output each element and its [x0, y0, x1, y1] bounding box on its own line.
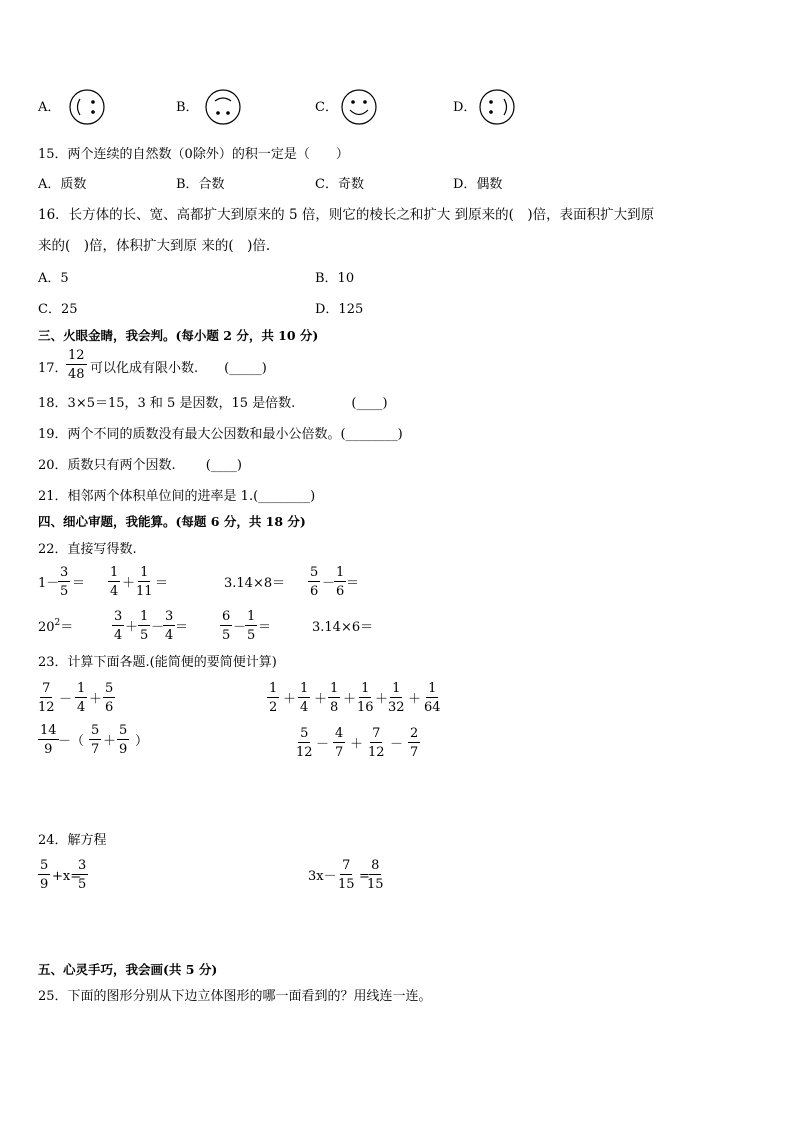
q22-e1-prefix: 1－ — [38, 576, 60, 591]
q22-e6-plus: ＋ — [125, 620, 139, 635]
q22-e1-fraction — [58, 566, 70, 598]
q22-e2-equals: ＝ — [155, 576, 169, 591]
q23-d-fraction-2 — [333, 727, 345, 759]
q22-e4-equals: ＝ — [346, 576, 360, 591]
denominator: 4 — [110, 584, 119, 599]
q24-b-equals: = — [359, 869, 370, 884]
numerator: 3 — [60, 565, 69, 580]
denominator: 2 — [269, 700, 278, 715]
e5-base: 20 — [38, 620, 55, 635]
q23-d-minus-1: － — [316, 737, 330, 752]
q15-option-d: D．偶数 — [453, 177, 503, 192]
denominator: 9 — [119, 742, 128, 757]
q16-option-d: D．125 — [315, 302, 364, 317]
q22-e4-minus: － — [322, 576, 336, 591]
q18-text: 18．3×5＝15，3 和 5 是因数，15 是倍数. (____) — [38, 396, 388, 411]
numerator: 5 — [40, 858, 49, 873]
q23-d-fraction-1 — [296, 727, 313, 759]
q23-d-fraction-3 — [368, 727, 385, 759]
numerator: 7 — [372, 726, 381, 741]
q22-e8: 3.14×6＝ — [312, 620, 374, 635]
q23-b-fraction-3 — [328, 682, 340, 714]
numerator: 1 — [77, 681, 86, 696]
denominator: 32 — [388, 700, 405, 715]
denominator: 15 — [338, 877, 355, 892]
numerator: 1 — [428, 681, 437, 696]
q24-a-middle: +x= — [52, 869, 82, 884]
section5-title: 五、心灵手巧，我会画(共 5 分) — [38, 962, 218, 977]
q23-b-plus-5: ＋ — [408, 692, 422, 707]
numerator: 2 — [410, 726, 419, 741]
numerator: 1 — [140, 565, 149, 580]
q17-label: 17． — [38, 361, 68, 376]
q24-b-fraction-1 — [338, 859, 355, 891]
q23-d-minus-2: － — [390, 737, 404, 752]
q23-b-fraction-5 — [388, 682, 405, 714]
q21-text: 21．相邻两个体积单位间的进率是 1.(________) — [38, 489, 316, 504]
denominator: 12 — [38, 700, 55, 715]
q22-e7-equals: ＝ — [258, 620, 272, 635]
q23-c-fraction-3 — [117, 724, 129, 756]
q15-option-c: C．奇数 — [315, 177, 364, 192]
denominator: 64 — [424, 700, 441, 715]
q23-a-fraction-2 — [75, 682, 87, 714]
smiley-face-icon — [340, 88, 378, 126]
q17-fraction — [66, 349, 87, 381]
q24-b-prefix: 3x－ — [308, 869, 337, 884]
q22-e5 — [38, 618, 74, 635]
q22-e6-fraction-2 — [138, 610, 150, 642]
option-d-label: D． — [453, 100, 477, 115]
q17-text: 可以化成有限小数. (_____) — [90, 361, 267, 376]
option-c-label: C． — [315, 100, 338, 115]
denominator: 6 — [105, 700, 114, 715]
numerator: 1 — [330, 681, 339, 696]
q22-e4-fraction-2 — [334, 566, 346, 598]
numerator: 1 — [392, 681, 401, 696]
q23-a-fraction-1 — [38, 682, 55, 714]
q20-text: 20．质数只有两个因数. (____) — [38, 458, 242, 473]
q25-text: 25．下面的图形分别从下边立体图形的哪一面看到的？用线连一连。 — [38, 989, 432, 1004]
q23-c-close-paren: ） — [135, 734, 149, 749]
numerator: 7 — [42, 681, 51, 696]
q23-b-plus-3: ＋ — [343, 692, 357, 707]
q23-b-fraction-4 — [357, 682, 374, 714]
q23-a-fraction-3 — [103, 682, 115, 714]
q23-d-plus: ＋ — [350, 737, 364, 752]
numerator: 7 — [342, 858, 351, 873]
denominator: 9 — [44, 742, 53, 757]
q23-a-minus: － — [59, 692, 73, 707]
numerator: 5 — [300, 726, 309, 741]
denominator: 16 — [357, 700, 374, 715]
numerator: 5 — [91, 723, 100, 738]
numerator: 1 — [110, 565, 119, 580]
q22-e3: 3.14×8＝ — [224, 576, 286, 591]
denominator: 15 — [367, 877, 384, 892]
q23-d-fraction-4 — [408, 727, 420, 759]
q22-e6-fraction-1 — [112, 610, 124, 642]
q22-e6-fraction-3 — [163, 610, 175, 642]
denominator: 5 — [247, 628, 256, 643]
q22-title: 22．直接写得数. — [38, 542, 137, 557]
numerator: 5 — [310, 565, 319, 580]
q24-title: 24．解方程 — [38, 833, 107, 848]
q15-option-a: A．质数 — [38, 177, 87, 192]
numerator: 1 — [269, 681, 278, 696]
e5-equals: ＝ — [60, 620, 74, 635]
denominator: 12 — [296, 745, 313, 760]
section4-title: 四、细心审题，我能算。(每题 6 分，共 18 分) — [38, 514, 306, 529]
option-b-label: B． — [176, 100, 199, 115]
q22-e7-minus: － — [233, 620, 247, 635]
q16-line2: 来的( )倍，体积扩大到原 来的( )倍. — [38, 238, 271, 254]
q15-option-b: B．合数 — [176, 177, 225, 192]
q22-e1-equals: ＝ — [72, 576, 86, 591]
face-eyes-right-icon — [68, 88, 106, 126]
numerator: 3 — [78, 858, 87, 873]
numerator: 5 — [119, 723, 128, 738]
q19-text: 19．两个不同的质数没有最大公因数和最小公倍数。(________) — [38, 427, 403, 442]
denominator: 5 — [78, 877, 87, 892]
denominator: 4 — [114, 628, 123, 643]
q23-b-plus-4: ＋ — [375, 692, 389, 707]
q22-e7-fraction-1 — [220, 610, 232, 642]
numerator: 1 — [336, 565, 345, 580]
denominator: 7 — [335, 745, 344, 760]
e5-exponent: 2 — [54, 618, 61, 628]
denominator: 7 — [91, 742, 100, 757]
q22-e2-fraction-2 — [136, 566, 153, 598]
numerator: 5 — [105, 681, 114, 696]
numerator: 3 — [165, 609, 174, 624]
denominator: 5 — [60, 584, 69, 599]
q24-a-fraction-1 — [38, 859, 50, 891]
numerator: 6 — [222, 609, 231, 624]
face-eyes-bottom-icon — [204, 88, 242, 126]
q22-e6-equals: ＝ — [175, 620, 189, 635]
denominator: 4 — [300, 700, 309, 715]
q23-a-plus: ＋ — [89, 692, 103, 707]
numerator: 1 — [300, 681, 309, 696]
denominator: 7 — [410, 745, 419, 760]
numerator: 3 — [114, 609, 123, 624]
q23-b-plus-2: ＋ — [314, 692, 328, 707]
q23-c-plus: ＋ — [103, 734, 117, 749]
q24-b-fraction-2 — [367, 859, 384, 891]
numerator: 1 — [247, 609, 256, 624]
option-a-label: A． — [38, 100, 61, 115]
denominator: 5 — [140, 628, 149, 643]
denominator: 8 — [330, 700, 339, 715]
denominator: 5 — [222, 628, 231, 643]
q17-numerator: 12 — [68, 348, 85, 363]
q16-line1: 16．长方体的长、宽、高都扩大到原来的 5 倍，则它的棱长之和扩大 到原来的( )倍，表面积扩大到原 — [38, 207, 655, 223]
denominator: 4 — [165, 628, 174, 643]
denominator: 4 — [77, 700, 86, 715]
q23-b-fraction-2 — [298, 682, 310, 714]
numerator: 14 — [40, 723, 57, 738]
q16-option-c: C．25 — [38, 302, 78, 317]
denominator: 9 — [40, 877, 49, 892]
numerator: 1 — [361, 681, 370, 696]
numerator: 1 — [140, 609, 149, 624]
denominator: 12 — [368, 745, 385, 760]
q23-c-minus-paren: －（ — [58, 734, 85, 749]
denominator: 6 — [336, 584, 345, 599]
numerator: 8 — [371, 858, 380, 873]
denominator: 6 — [310, 584, 319, 599]
q17-denominator: 48 — [68, 367, 85, 382]
q24-a-fraction-2 — [76, 859, 88, 891]
q16-option-a: A．5 — [38, 271, 69, 286]
q22-e4-fraction-1 — [308, 566, 320, 598]
q22-e6-minus: － — [151, 620, 165, 635]
q23-b-plus-1: ＋ — [283, 692, 297, 707]
q23-title: 23．计算下面各题.(能简便的要简便计算) — [38, 655, 277, 670]
numerator: 4 — [335, 726, 344, 741]
q23-b-fraction-1 — [267, 682, 279, 714]
q22-e7-fraction-2 — [245, 610, 257, 642]
section3-title: 三、火眼金睛，我会判。(每小题 2 分，共 10 分) — [38, 328, 319, 343]
face-eyes-left-icon — [478, 88, 516, 126]
q22-e2-fraction-1 — [108, 566, 120, 598]
q23-b-fraction-6 — [424, 682, 441, 714]
denominator: 11 — [136, 584, 153, 599]
q22-e2-plus: ＋ — [122, 576, 136, 591]
q16-option-b: B．10 — [315, 271, 355, 286]
q23-c-fraction-2 — [89, 724, 101, 756]
q15-stem: 15．两个连续的自然数（0除外）的积一定是（ ） — [38, 147, 349, 162]
q23-c-fraction-1 — [38, 724, 59, 756]
